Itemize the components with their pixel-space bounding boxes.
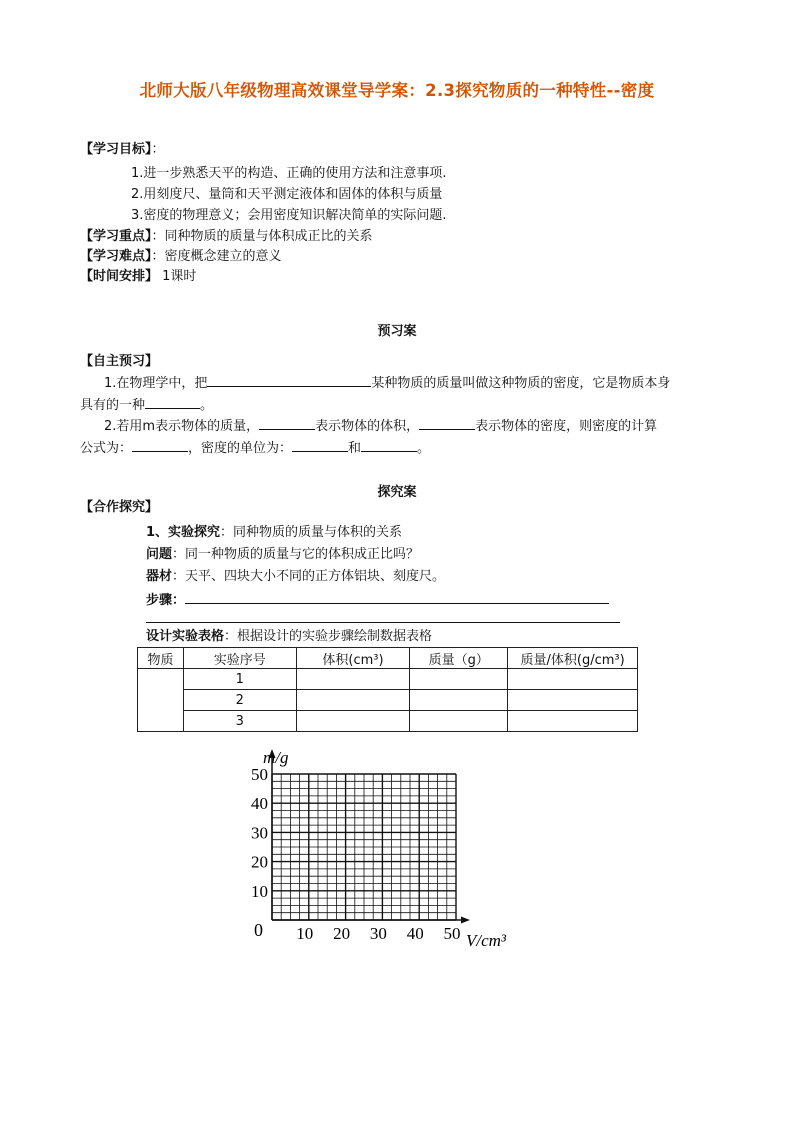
preview-heading: 【自主预习】: [80, 354, 159, 369]
preview-q2-text: ，密度的单位为：: [188, 441, 293, 456]
preview-q1-text: 具有的一种: [80, 398, 146, 413]
ratio-cell[interactable]: [508, 711, 638, 732]
x-axis-arrow-icon: [461, 917, 470, 924]
key-point-heading: 【学习重点】: [80, 229, 152, 244]
question-line: [146, 545, 419, 565]
trial-number-cell: 3: [183, 711, 296, 732]
steps-answer-line[interactable]: [146, 608, 620, 623]
page-title: 北师大版八年级物理高效课堂导学案：2.3探究物质的一种特性--密度: [139, 81, 655, 100]
steps-answer-line[interactable]: [185, 589, 609, 604]
objectives-line: [80, 140, 165, 160]
preview-q2-text: 2.若用m表示物体的质量，: [104, 419, 260, 434]
answer-blank[interactable]: [292, 437, 348, 452]
table-header-cell: 质量（g）: [410, 648, 508, 669]
objectives-heading: 【学习目标】: [80, 142, 152, 157]
table-header-cell: 实验序号: [183, 648, 296, 669]
preview-q2-text: 表示物体的密度，则密度的计算: [475, 419, 658, 434]
table-header-cell: 物质: [138, 648, 184, 669]
trial-number-cell: 2: [183, 690, 296, 711]
preview-q1-text: 。: [200, 398, 214, 413]
mass-volume-graph[interactable]: [251, 743, 525, 958]
y-tick-label: 20: [251, 852, 268, 872]
y-tick-label: 10: [251, 881, 268, 901]
difficulty-text: ：密度概念建立的意义: [151, 249, 282, 264]
origin-label: 0: [254, 920, 263, 940]
table-row: [138, 690, 638, 711]
x-tick-label: 40: [406, 924, 424, 943]
preview-q2-text: 公式为：: [80, 441, 133, 456]
y-axis-label: m/g: [263, 748, 289, 767]
experiment-line: [146, 523, 402, 543]
y-tick-label: 50: [251, 765, 268, 784]
difficulty-line: [80, 247, 282, 267]
preview-q2: [104, 415, 657, 437]
ratio-cell[interactable]: [508, 690, 638, 711]
table-row: [138, 711, 638, 732]
y-tick-label: 30: [251, 823, 268, 843]
volume-cell[interactable]: [296, 669, 410, 690]
preview-q1-cont: [80, 394, 213, 416]
schedule-heading: 【时间安排】: [80, 269, 159, 284]
x-tick-label: 50: [443, 924, 461, 943]
equipment-line: [146, 567, 445, 587]
x-tick-label: 10: [296, 924, 314, 943]
table-header-cell: 体积(cm³): [296, 648, 410, 669]
x-axis-label: V/cm³: [466, 931, 507, 950]
difficulty-heading: 【学习难点】: [80, 249, 152, 264]
answer-blank[interactable]: [259, 415, 315, 430]
schedule-text: 1课时: [158, 269, 197, 284]
schedule-line: [80, 267, 196, 287]
objectives-suffix: ：: [151, 142, 165, 157]
ratio-cell[interactable]: [508, 669, 638, 690]
preview-q1-text: 某种物质的质量叫做这种物质的密度，它是物质本身: [371, 376, 671, 391]
equipment-text: ：天平、四块大小不同的正方体铝块、刻度尺。: [172, 569, 446, 584]
data-table: [137, 647, 638, 732]
answer-blank[interactable]: [361, 437, 417, 452]
substance-cell[interactable]: [138, 669, 184, 732]
objective-item: 2.用刻度尺、量筒和天平测定液体和固体的体积与质量: [131, 187, 443, 202]
answer-blank[interactable]: [145, 394, 200, 409]
key-point-line: [80, 227, 373, 247]
table-intro-line: [146, 627, 432, 647]
table-text: ：根据设计的实验步骤绘制数据表格: [224, 629, 433, 644]
x-tick-label: 30: [369, 924, 387, 943]
preview-q2-text: 表示物体的体积，: [315, 419, 420, 434]
question-label: 问题: [146, 547, 173, 562]
objective-item: 3.密度的物理意义；会用密度知识解决简单的实际问题.: [131, 208, 447, 223]
grid-group: [272, 774, 456, 920]
experiment-text: ：同种物质的质量与体积的关系: [220, 525, 403, 540]
answer-blank[interactable]: [207, 372, 371, 387]
experiment-label: 1、实验探究: [146, 525, 221, 540]
table-row: [138, 669, 638, 690]
table-header-row: [138, 648, 638, 669]
preview-q1: [104, 372, 670, 394]
mass-cell[interactable]: [410, 711, 508, 732]
question-text: ：同一种物质的质量与它的体积成正比吗？: [172, 547, 420, 562]
x-tick-label: 20: [333, 924, 351, 943]
mass-cell[interactable]: [410, 669, 508, 690]
volume-cell[interactable]: [296, 690, 410, 711]
volume-cell[interactable]: [296, 711, 410, 732]
steps-label: 步骤: [146, 593, 173, 608]
answer-blank[interactable]: [132, 437, 188, 452]
preview-q2-text: 和: [348, 441, 362, 456]
explore-section-title: 探究案: [377, 485, 417, 500]
explore-heading: 【合作探究】: [80, 500, 159, 515]
trial-number-cell: 1: [183, 669, 296, 690]
y-tick-label: 40: [251, 794, 268, 814]
table-label: 设计实验表格: [146, 629, 225, 644]
preview-q2-text: 。: [417, 441, 431, 456]
preview-q2-cont: [80, 437, 430, 459]
preview-q1-text: 1.在物理学中，把: [104, 376, 208, 391]
steps-colon: ：: [172, 593, 186, 608]
answer-blank[interactable]: [419, 415, 475, 430]
preview-section-title: 预习案: [377, 324, 417, 339]
objective-item: 1.进一步熟悉天平的构造、正确的使用方法和注意事项.: [131, 166, 447, 181]
table-header-cell: 质量/体积(g/cm³): [508, 648, 638, 669]
key-point-text: ：同种物质的质量与体积成正比的关系: [151, 229, 373, 244]
mass-cell[interactable]: [410, 690, 508, 711]
equipment-label: 器材: [146, 569, 173, 584]
